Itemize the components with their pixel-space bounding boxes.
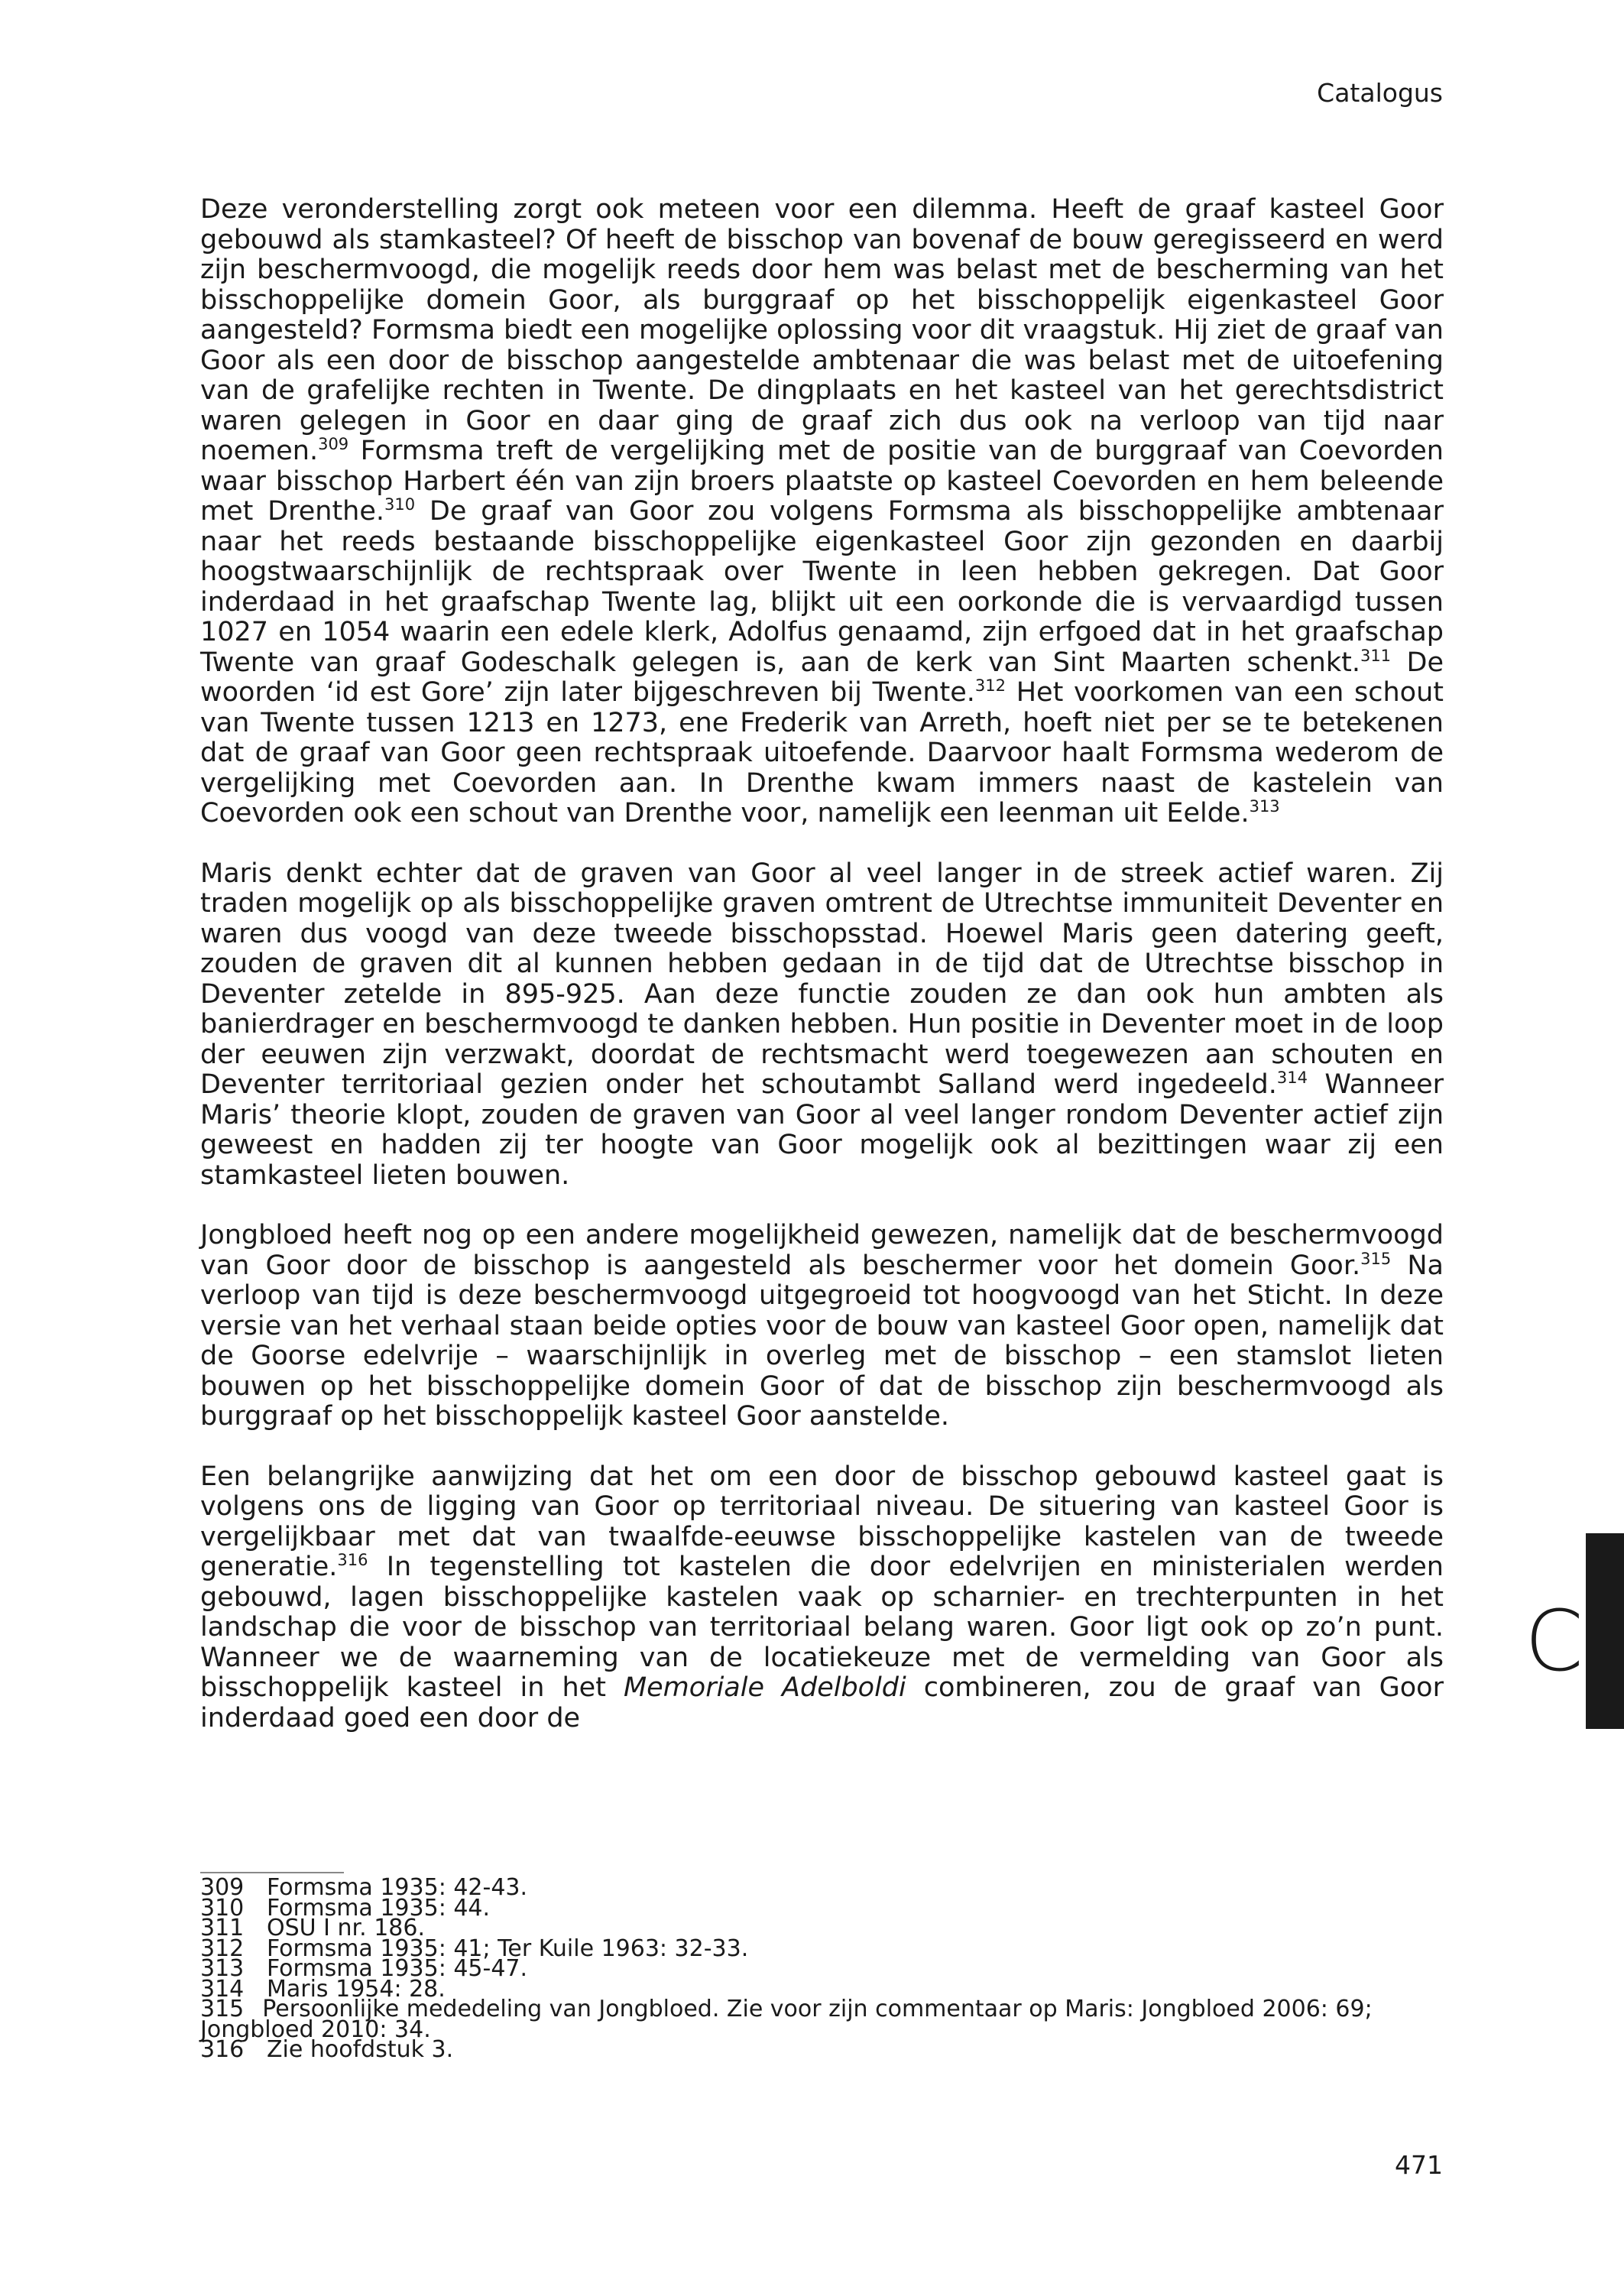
paragraph-text: Na verloop van tijd is deze beschermvoogd uitgegroeid tot hoogvoogd van het Sticht. In deze versie van het verhaal staan beide opties voor de bouw van kasteel Goor open, namelijk dat de Goorse edelvrije – waarschijnlijk in overleg met de bisschop – een stamslot lieten bouwen op het bisschoppelijke domein Goor of dat de bisschop zijn beschermvoogd als burggraaf op het bisschoppelijk kasteel Goor aanstelde. <box>200 1250 1444 1432</box>
paragraph-text: In tegenstelling tot kastelen die door edelvrijen en ministerialen werden gebouwd, lagen bisschoppelijke kastelen vaak op scharnier- en trechterpunten in het landschap die voor de bisschop van territoriaal belang waren. Goor ligt ook op zo’n punt. Wanneer we de waarneming van de locatiekeuze met de vermelding van Goor als bisschoppelijk kasteel in het <box>200 1552 1444 1703</box>
running-header: Catalogus <box>1317 78 1443 108</box>
paragraph-text: Maris denkt echter dat de graven van Goor al veel langer in de streek actief waren. Zij traden mogelijk op als bisschoppelijke graven omtrent de Utrechtse immuniteit Deventer en waren dus voogd van deze tweede bisschopsstad. Hoewel Maris geen datering geeft, zouden de graven dit al kunnen hebben gedaan in de tijd dat de Utrechtse bisschop in Deventer zetelde in 895-925. Aan deze functie zouden ze dan ook hun ambten als banierdrager en beschermvoogd te danken hebben. Hun positie in Deventer moet in de loop der eeuwen zijn verzwakt, doordat de rechtsmacht werd toegewezen aan schouten en Deventer territoriaal gezien onder het schoutambt Salland werd ingedeeld. <box>200 858 1444 1100</box>
italic-title: Memoriale Adelboldi <box>623 1672 906 1703</box>
page-number: 471 <box>1395 2150 1443 2180</box>
footnote-ref: 309 <box>318 435 349 453</box>
footnote <box>200 1996 1444 2043</box>
footnote-number: 312 <box>200 1935 245 1962</box>
paragraph-text: Wanneer Maris’ theorie klopt, zouden de graven van Goor al veel langer rondom Deventer actief zijn geweest en hadden zij ter hoogte van Goor mogelijk ook al bezittingen waar zij een stamkasteel lieten bouwen. <box>200 1069 1444 1191</box>
footnote-number: 316 <box>200 2036 245 2063</box>
footnote-ref: 315 <box>1360 1249 1392 1268</box>
footnote-text: Persoonlijke mededeling van Jongbloed. Zie voor zijn commentaar op Maris: Jongbloed 2006: 69; Jongbloed 2010: 34. <box>200 1996 1373 2043</box>
footnote-number: 313 <box>200 1955 245 1982</box>
footnote-text: Formsma 1935: 45-47. <box>267 1955 528 1982</box>
footnote-ref: 316 <box>337 1551 368 1569</box>
paragraph-text: Het voorkomen van een schout van Twente tussen 1213 en 1273, ene Frederik van Arreth, hoeft niet per se te betekenen dat de graaf van Goor geen rechtspraak uitoefende. Daarvoor haalt Formsma wederom de vergelijking met Coevorden aan. In Drenthe kwam immers naast de kastelein van Coevorden ook een schout van Drenthe voor, namelijk een leenman uit Eelde. <box>200 677 1444 829</box>
footnote-ref: 311 <box>1360 646 1392 665</box>
paragraph-text: De woorden ‘id est Gore’ zijn later bijgeschreven bij Twente. <box>200 647 1444 708</box>
paragraph-text: Formsma treft de vergelijking met de positie van de burggraaf van Coevorden waar bisschop Harbert één van zijn broers plaatste op kasteel Coevorden en hem beleende met Drenthe. <box>200 436 1444 527</box>
paragraph <box>200 195 1444 829</box>
footnote-number: 309 <box>200 1874 245 1901</box>
footnote-number: 310 <box>200 1894 245 1922</box>
paragraph-text: Jongbloed heeft nog op een andere mogelijkheid gewezen, namelijk dat de beschermvoogd van Goor door de bisschop is aangesteld als beschermer voor het domein Goor. <box>200 1220 1444 1281</box>
chapter-tab <box>1586 1533 1624 1729</box>
footnote-ref: 312 <box>974 676 1006 695</box>
footnotes <box>200 1874 1444 2063</box>
paragraph-text: Een belangrijke aanwijzing dat het om een door de bisschop gebouwd kasteel gaat is volgens ons de ligging van Goor op territoriaal niveau. De situering van kasteel Goor is vergelijkbaar met dat van twaalfde-eeuwse bisschoppelijke kastelen van de tweede generatie. <box>200 1461 1444 1582</box>
paragraph <box>200 859 1444 1192</box>
footnote-text: Zie hoofdstuk 3. <box>267 2036 454 2063</box>
footnote-text: Formsma 1935: 41; Ter Kuile 1963: 32-33. <box>267 1935 749 1962</box>
chapter-tab-letter: C <box>1525 1592 1583 1690</box>
paragraph-text: Deze veronderstelling zorgt ook meteen voor een dilemma. Heeft de graaf kasteel Goor gebouwd als stamkasteel? Of heeft de bisschop van bovenaf de bouw geregisseerd en werd zijn beschermvoogd, die mogelijk reeds door hem was belast met de bescherming van het bisschoppelijke domein Goor, als burggraaf op het bisschoppelijk eigenkasteel Goor aangesteld? Formsma biedt een mogelijke oplossing voor dit vraagstuk. Hij ziet de graaf van Goor als een door de bisschop aangestelde ambtenaar die was belast met de uitoefening van de grafelijke rechten in Twente. De dingplaats en het kasteel van het gerechtsdistrict waren gelegen in Goor en daar ging de graaf zich dus ook na verloop van tijd naar noemen. <box>200 194 1444 466</box>
paragraph <box>200 1221 1444 1432</box>
footnote-number: 315 <box>200 1996 245 2022</box>
footnote-ref: 314 <box>1276 1069 1308 1087</box>
footnote-text: Maris 1954: 28. <box>267 1975 446 2003</box>
footnote-text: Formsma 1935: 44. <box>267 1894 491 1922</box>
footnote-text: Formsma 1935: 42-43. <box>267 1874 528 1901</box>
paragraph-text: combineren, zou de graaf van Goor inderdaad goed een door de <box>200 1672 1444 1734</box>
footnote-number: 311 <box>200 1915 245 1941</box>
footnote <box>200 2036 1444 2063</box>
paragraph <box>200 1462 1444 1734</box>
paragraph-text: De graaf van Goor zou volgens Formsma als bisschoppelijke ambtenaar naar het reeds bestaande bisschoppelijke eigenkasteel Goor zijn gezonden en daarbij hoogstwaarschijnlijk de rechtspraak over Twente in leen hebben gekregen. Dat Goor inderdaad in het graafschap Twente lag, blijkt uit een oorkonde die is vervaardigd tussen 1027 en 1054 waarin een edele klerk, Adolfus genaamd, zijn erfgoed dat in het graafschap Twente van graaf Godeschalk gelegen is, aan de kerk van Sint Maarten schenkt. <box>200 496 1444 678</box>
footnote-ref: 310 <box>384 495 416 514</box>
body-text <box>200 195 1444 1763</box>
footnote-ref: 313 <box>1249 797 1280 816</box>
footnote-number: 314 <box>200 1975 245 2003</box>
footnote-divider <box>200 1872 344 1873</box>
footnote-text: OSU I nr. 186. <box>267 1915 425 1941</box>
